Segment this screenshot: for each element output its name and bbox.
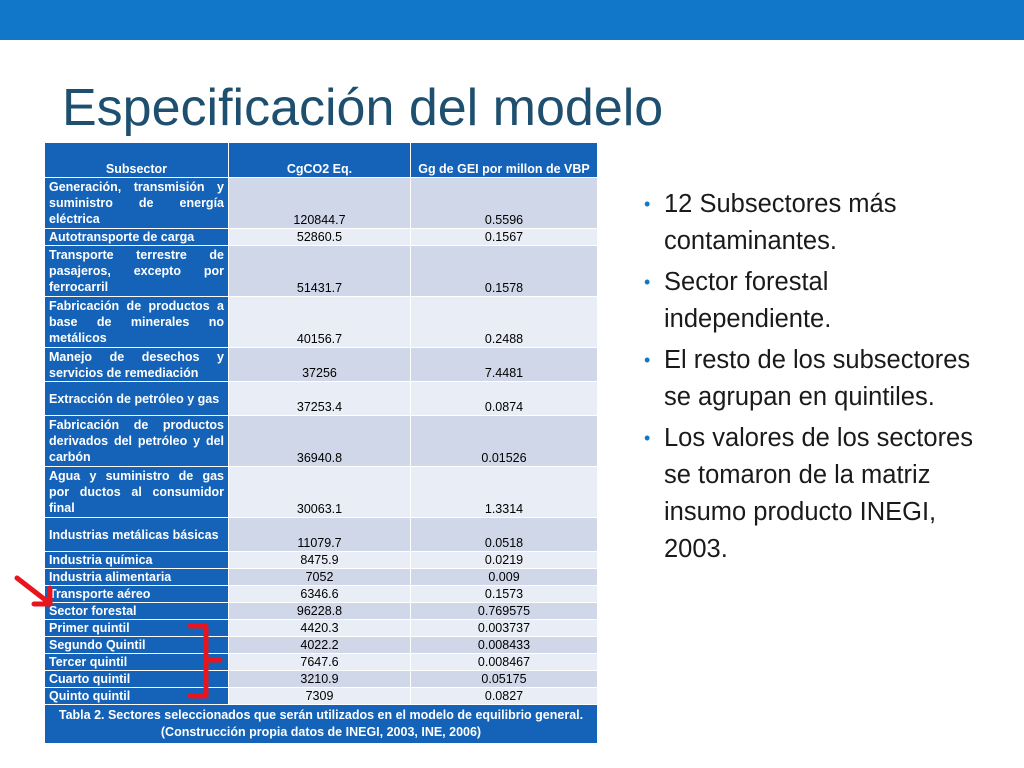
table-row (45, 569, 598, 586)
table-row (45, 552, 598, 569)
co2-cell: 3210.9 (229, 671, 411, 688)
header-subsector: Subsector (45, 143, 229, 178)
table-row (45, 416, 598, 467)
co2-cell: 6346.6 (229, 586, 411, 603)
subsector-cell: Quinto quintil (45, 688, 229, 705)
gei-cell: 0.008433 (411, 637, 598, 654)
table-body (45, 178, 598, 744)
gei-cell: 7.4481 (411, 348, 598, 382)
table-row (45, 246, 598, 297)
red-bracket-icon (186, 622, 226, 702)
bullet-dot-icon: • (644, 350, 651, 370)
subsector-cell: Autotransporte de carga (45, 229, 229, 246)
subsector-table (44, 142, 598, 744)
co2-cell: 4022.2 (229, 637, 411, 654)
subsector-cell: Sector forestal (45, 603, 229, 620)
header-gei: Gg de GEI por millon de VBP (411, 143, 598, 178)
co2-cell: 96228.8 (229, 603, 411, 620)
caption-row (45, 705, 598, 744)
bullet-item (644, 420, 974, 568)
slide-title: Especificación del modelo (62, 79, 664, 137)
subsector-cell: Manejo de desechos y servicios de remediación (45, 348, 229, 382)
gei-cell: 0.2488 (411, 297, 598, 348)
red-arrow-icon (14, 574, 58, 612)
co2-cell: 7309 (229, 688, 411, 705)
header-co2: CgCO2 Eq. (229, 143, 411, 178)
gei-cell: 0.01526 (411, 416, 598, 467)
table-row (45, 518, 598, 552)
subsector-cell: Primer quintil (45, 620, 229, 637)
gei-cell: 1.3314 (411, 467, 598, 518)
co2-cell: 7647.6 (229, 654, 411, 671)
gei-cell: 0.003737 (411, 620, 598, 637)
bullet-dot-icon: • (644, 428, 651, 448)
co2-cell: 51431.7 (229, 246, 411, 297)
table-row (45, 382, 598, 416)
subsector-cell: Fabricación de productos a base de minerales no metálicos (45, 297, 229, 348)
bullet-text: 12 Subsectores más contaminantes. (664, 190, 897, 255)
gei-cell: 0.0518 (411, 518, 598, 552)
bullet-item (644, 264, 974, 338)
gei-cell: 0.009 (411, 569, 598, 586)
co2-cell: 40156.7 (229, 297, 411, 348)
table-row (45, 586, 598, 603)
co2-cell: 8475.9 (229, 552, 411, 569)
subsector-cell: Agua y suministro de gas por ductos al consumidor final (45, 467, 229, 518)
table-row (45, 603, 598, 620)
table-row (45, 348, 598, 382)
table-row (45, 297, 598, 348)
co2-cell: 52860.5 (229, 229, 411, 246)
subsector-cell: Transporte aéreo (45, 586, 229, 603)
bullet-item (644, 186, 974, 260)
subsector-cell: Fabricación de productos derivados del petróleo y del carbón (45, 416, 229, 467)
bullet-list (644, 186, 974, 572)
gei-cell: 0.1578 (411, 246, 598, 297)
gei-cell: 0.0827 (411, 688, 598, 705)
gei-cell: 0.05175 (411, 671, 598, 688)
subsector-cell: Segundo Quintil (45, 637, 229, 654)
table-row (45, 178, 598, 229)
subsector-cell: Generación, transmisión y suministro de energía eléctrica (45, 178, 229, 229)
gei-cell: 0.1573 (411, 586, 598, 603)
gei-cell: 0.1567 (411, 229, 598, 246)
table-row (45, 620, 598, 637)
co2-cell: 36940.8 (229, 416, 411, 467)
gei-cell: 0.0874 (411, 382, 598, 416)
gei-cell: 0.5596 (411, 178, 598, 229)
bullet-text: Sector forestal independiente. (664, 268, 832, 333)
co2-cell: 4420.3 (229, 620, 411, 637)
subsector-cell: Tercer quintil (45, 654, 229, 671)
bullet-item (644, 342, 974, 416)
co2-cell: 7052 (229, 569, 411, 586)
table-row (45, 637, 598, 654)
gei-cell: 0.008467 (411, 654, 598, 671)
co2-cell: 37253.4 (229, 382, 411, 416)
table-row (45, 467, 598, 518)
subsector-cell: Industria alimentaria (45, 569, 229, 586)
gei-cell: 0.769575 (411, 603, 598, 620)
table-row (45, 671, 598, 688)
co2-cell: 120844.7 (229, 178, 411, 229)
bullet-dot-icon: • (644, 194, 651, 214)
top-accent-bar (0, 0, 1024, 40)
bullet-text: Los valores de los sectores se tomaron de la matriz insumo producto INEGI, 2003. (664, 424, 973, 563)
co2-cell: 30063.1 (229, 467, 411, 518)
table-row (45, 654, 598, 671)
bullet-text: El resto de los subsectores se agrupan en quintiles. (664, 346, 971, 411)
subsector-cell: Industria química (45, 552, 229, 569)
subsector-cell: Cuarto quintil (45, 671, 229, 688)
subsector-cell: Extracción de petróleo y gas (45, 382, 229, 416)
table-caption: Tabla 2. Sectores seleccionados que serán utilizados en el modelo de equilibrio general. (Construcción propia datos de INEGI, 2003, INE, 2006) (45, 705, 598, 744)
subsector-cell: Industrias metálicas básicas (45, 518, 229, 552)
table-row (45, 229, 598, 246)
bullet-dot-icon: • (644, 272, 651, 292)
subsector-cell: Transporte terrestre de pasajeros, excepto por ferrocarril (45, 246, 229, 297)
gei-cell: 0.0219 (411, 552, 598, 569)
table-row (45, 688, 598, 705)
co2-cell: 11079.7 (229, 518, 411, 552)
co2-cell: 37256 (229, 348, 411, 382)
